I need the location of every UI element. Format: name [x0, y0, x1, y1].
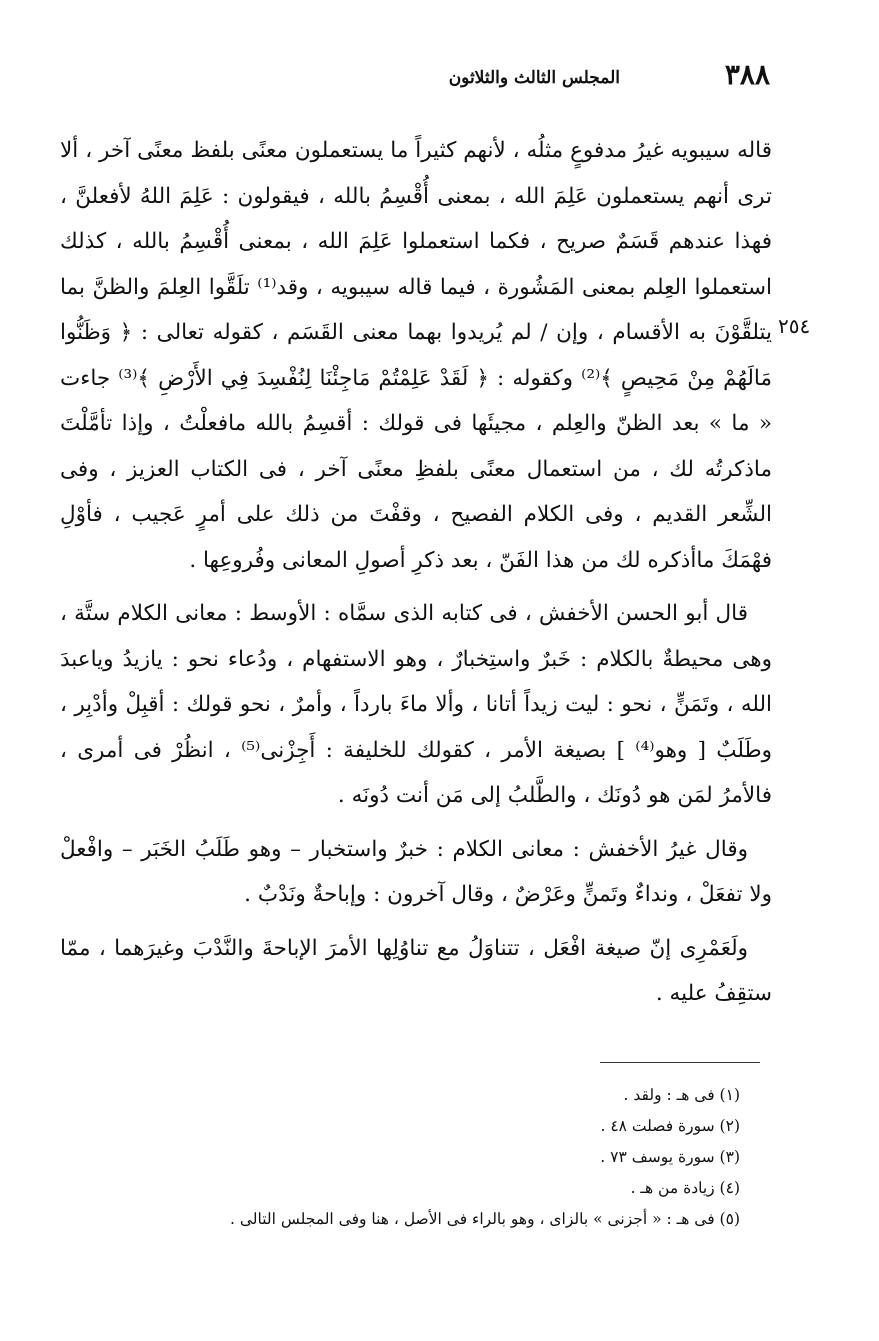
text-line: فهذا عندهم قَسَمٌ صريح ، فكما استعملوا عَلِمَ الله ، بمعنى أُقْسِمُ بالله ، كذلك — [60, 229, 772, 254]
margin-page-reference: ٢٥٤ — [778, 314, 811, 338]
text-line: فالأمرُ لمَن هو دُونَك ، والطَّلبُ إلى مَن أنت دُونَه . — [337, 783, 772, 808]
text-line: الكلام الفصيح ، وقفْتَ من ذلك على أمرٍ عَجيب ، فأوْلِ فهْمَكَ ماأذكره لك من — [60, 502, 772, 573]
paragraph-1 — [60, 128, 772, 583]
text-line: وهى محيطةٌ بالكلام : خَبرٌ واستِخبارٌ ، وهو الاستفهام ، ودُعاء نحو : يازيدُ — [122, 646, 772, 672]
text-line: استعملوا العِلم بمعنى المَشُورة ، فيما قاله سيبويه ، وقد⁽¹⁾ تلَقَّوا العِلمَ والظنَّ بما يتلقَّوْنَ — [60, 274, 772, 345]
text-line: وياعبدَ الله ، وتَمَنٍّ ، نحو : ليت زيداً أتانا ، وألا ماءَ بارداً ، وأمرٌ ، نحو قولك : أقبِلْ — [60, 646, 772, 717]
text-line: الظنّ والعِلم ، مجيئَها فى قولك : أقسِمُ بالله مافعلْتُ ، وإذا تأمَّلْتَ ماذكرتُه لك ، من — [60, 411, 772, 482]
footnote-divider — [600, 1062, 760, 1063]
paragraph-2 — [60, 591, 772, 819]
text-line: ولا تفعَلْ ، ونداءٌ وتَمنٍّ وعَرْضٌ ، وقال آخرون : وإباحةٌ ونَدْبٌ . — [244, 882, 772, 907]
footnote-3: (٣) سورة يوسف ٧٣ . — [600, 1148, 740, 1166]
text-line: وأدْبِر ، وطَلَبٌ [ وهو⁽⁴⁾ ] بصيغة الأمر ، كقولك للخليفة : أَجِزْنى⁽⁵⁾ ، انظُرْ فى أمرى ، — [60, 692, 772, 763]
text-line: مَحِيصٍ ﴾⁽²⁾ وكقوله : ﴿ لَقَدْ عَلِمْتُمْ مَاجِئْنَا لِنُفْسِدَ فِي الأَرْضِ ﴾⁽³⁾ جاءت « ما » بعد — [60, 365, 772, 436]
footnote-5: (٥) فى هـ : « أجزنى » بالزاى ، وهو بالراء فى الأصل ، هنا وفى المجلس التالى . — [229, 1210, 740, 1228]
text-line: ألا ترى أنهم يستعملون عَلِمَ الله ، بمعنى أُقْسِمُ بالله ، فيقولون : عَلِمَ اللهُ لأفعلنَّ ، — [60, 138, 772, 209]
text-line: وقال غيرُ الأخفش : معانى الكلام : خبرٌ واستخبار – وهو طَلَبُ الخَبَر – وافْعلْ — [60, 836, 748, 862]
page-number: ٣٨٨ — [724, 58, 770, 91]
text-line: ستقِفُ عليه . — [655, 981, 772, 1006]
paragraph-3 — [60, 827, 772, 918]
footnote-4: (٤) زيادة من هـ . — [630, 1179, 740, 1197]
text-line: به الأقسام ، وإن / لم يُريدوا بهما معنى القَسَم ، كقوله تعالى : ﴿ وَظَنُّوا مَالَهُمْ مِنْ — [60, 320, 772, 391]
text-line: هذا الفَنّ ، بعد ذكرِ أصولِ المعانى وفُروعِها . — [189, 547, 575, 573]
footnote-2: (٢) سورة فصلت ٤٨ . — [600, 1117, 740, 1135]
text-line: استعمال معنًى بلفظِ معنًى آخر ، فى الكتاب العزيز ، وفى الشِّعر القديم ، وفى — [60, 456, 772, 527]
running-title: المجلس الثالث والثلاثون — [448, 68, 620, 88]
footnotes — [120, 1080, 740, 1235]
text-line: ولَعَمْرِى إنّ صيغة افْعَل ، تتناوَلُ مع تناوُلِها الأمرَ الإباحةَ والنَّدْبَ وغيرَهما ، ممّا — [60, 935, 748, 961]
paragraph-4 — [60, 926, 772, 1017]
body-text — [60, 128, 772, 1017]
footnote-1: (١) فى هـ : ولقد . — [623, 1086, 740, 1104]
text-line: قال أبو الحسن الأخفش ، فى كتابه الذى سمَّاه : الأوسط : معانى الكلام ستَّة ، — [60, 601, 748, 626]
text-line: قاله سيبويه غيرُ مدفوعٍ مثلُه ، لأنهم كثيراً ما يستعملون معنًى بلفظ معنًى آخر ، — [85, 138, 772, 163]
page-header — [330, 58, 770, 98]
